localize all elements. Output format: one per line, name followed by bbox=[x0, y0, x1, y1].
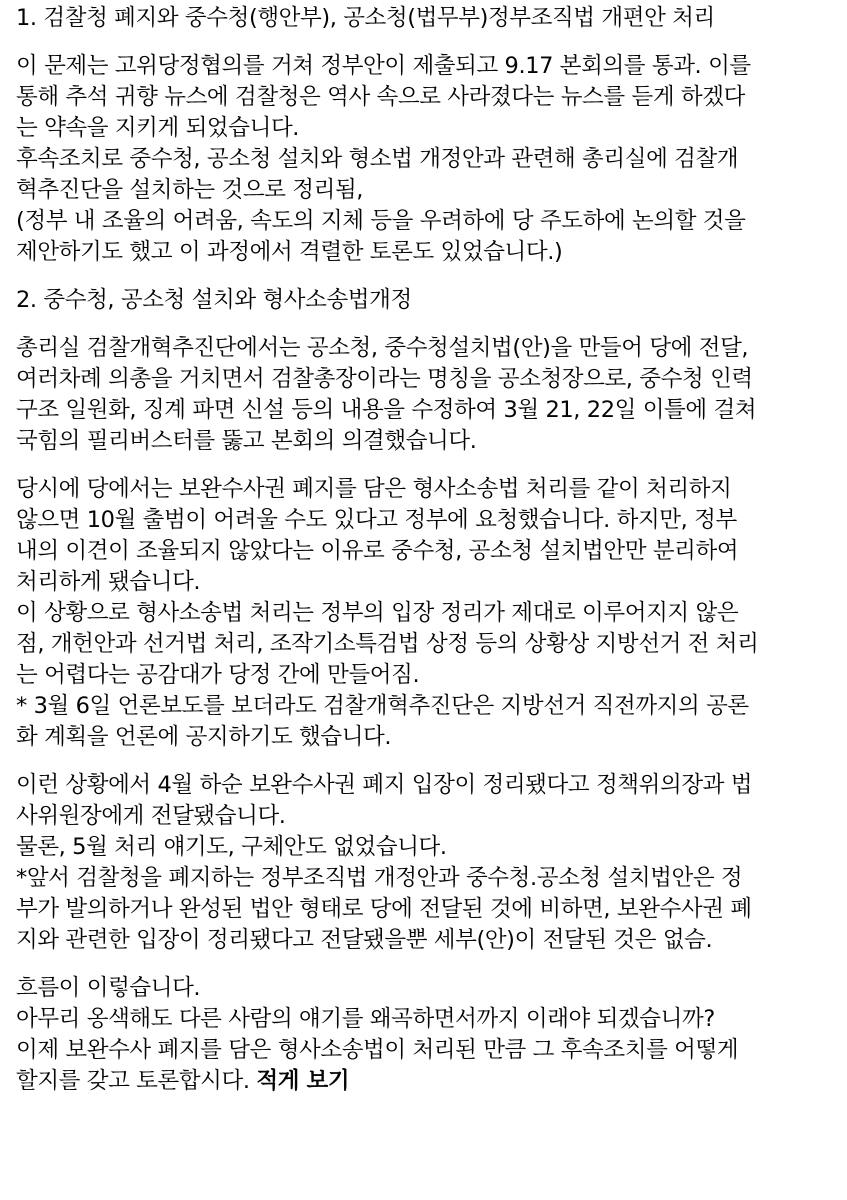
text-line: 이 문제는 고위당정협의를 거쳐 정부안이 제출되고 9.17 본회의를 통과. 이를 bbox=[16, 53, 751, 79]
section-heading-2 bbox=[16, 285, 844, 316]
text-line: 여러차례 의총을 거치면서 검찰총장이라는 명칭을 공소청장으로, 중수청 인력 bbox=[16, 366, 753, 392]
text-line: 이런 상황에서 4월 하순 보완수사권 폐지 입장이 정리됐다고 정책위의장과 법 bbox=[16, 772, 753, 798]
text-line: 처리하게 됐습니다. bbox=[16, 569, 201, 595]
text-line: 총리실 검찰개혁추진단에서는 공소청, 중수청설치법(안)을 만들어 당에 전달, bbox=[16, 335, 749, 361]
text-line: 후속조치로 중수청, 공소청 설치와 형소법 개정안과 관련해 총리실에 검찰개 bbox=[16, 146, 739, 172]
paragraph bbox=[16, 51, 844, 268]
text-segment: 할지를 갖고 토론합시다. bbox=[16, 1068, 250, 1094]
text-line: 는 어렵다는 공감대가 당정 간에 만들어짐. bbox=[16, 662, 420, 688]
text-line: 아무리 옹색해도 다른 사람의 얘기를 왜곡하면서까지 이래야 되겠습니까? bbox=[16, 1006, 715, 1032]
paragraph bbox=[16, 973, 844, 1097]
text-line: 점, 개헌안과 선거법 처리, 조작기소특검법 상정 등의 상황상 지방선거 전 처리 bbox=[16, 631, 759, 657]
section-heading-1 bbox=[16, 3, 844, 34]
text-line: 당시에 당에서는 보완수사권 폐지를 담은 형사소송법 처리를 같이 처리하지 bbox=[16, 476, 732, 502]
text-line: 흐름이 이렇습니다. bbox=[16, 975, 201, 1001]
text-line: 1. 검찰청 폐지와 중수청(행안부), 공소청(법무부)정부조직법 개편안 처리 bbox=[16, 5, 715, 31]
text-line: *앞서 검찰청을 폐지하는 정부조직법 개정안과 중수청.공소청 설치법안은 정 bbox=[16, 865, 743, 891]
text-line: 혁추진단을 설치하는 것으로 정리됨, bbox=[16, 177, 364, 203]
text-line: 2. 중수청, 공소청 설치와 형사소송법개정 bbox=[16, 287, 412, 313]
text-line: 화 계획을 언론에 공지하기도 했습니다. bbox=[16, 724, 392, 750]
paragraph bbox=[16, 770, 844, 956]
text-line: 이제 보완수사 폐지를 담은 형사소송법이 처리된 만큼 그 후속조치를 어떻게 bbox=[16, 1037, 739, 1063]
paragraph bbox=[16, 474, 844, 753]
text-line: 이 상황으로 형사소송법 처리는 정부의 입장 정리가 제대로 이루어지지 않은 bbox=[16, 600, 739, 626]
text-line: 통해 추석 귀향 뉴스에 검찰청은 역사 속으로 사라졌다는 뉴스를 듣게 하겠다 bbox=[16, 84, 745, 110]
text-line: 제안하기도 했고 이 과정에서 격렬한 토론도 있었습니다.) bbox=[16, 239, 563, 265]
text-line: 는 약속을 지키게 되었습니다. bbox=[16, 115, 300, 141]
post-body bbox=[16, 0, 844, 1097]
text-line: 지와 관련한 입장이 정리됐다고 전달됐을뿐 세부(안)이 전달된 것은 없슴. bbox=[16, 927, 713, 953]
see-less-link[interactable]: 적게 보기 bbox=[256, 1068, 350, 1094]
text-line-last bbox=[16, 1066, 844, 1097]
text-line: 국힘의 필리버스터를 뚫고 본회의 의결했습니다. bbox=[16, 428, 477, 454]
text-line: 사위원장에게 전달됐습니다. bbox=[16, 803, 286, 829]
text-line: 구조 일원화, 징계 파면 신설 등의 내용을 수정하여 3월 21, 22일 이틀에 걸쳐 bbox=[16, 397, 757, 423]
text-line: (정부 내 조율의 어려움, 속도의 지체 등을 우려하에 당 주도하에 논의할 것을 bbox=[16, 208, 746, 234]
text-line: 내의 이견이 조율되지 않았다는 이유로 중수청, 공소청 설치법안만 분리하여 bbox=[16, 538, 739, 564]
text-line: 않으면 10월 출범이 어려울 수도 있다고 정부에 요청했습니다. 하지만, 정부 bbox=[16, 507, 737, 533]
text-line: 부가 발의하거나 완성된 법안 형태로 당에 전달된 것에 비하면, 보완수사권 폐 bbox=[16, 896, 752, 922]
text-line: * 3월 6일 언론보도를 보더라도 검찰개혁추진단은 지방선거 직전까지의 공론 bbox=[16, 693, 749, 719]
paragraph bbox=[16, 333, 844, 457]
text-line: 물론, 5월 처리 얘기도, 구체안도 없었습니다. bbox=[16, 834, 447, 860]
